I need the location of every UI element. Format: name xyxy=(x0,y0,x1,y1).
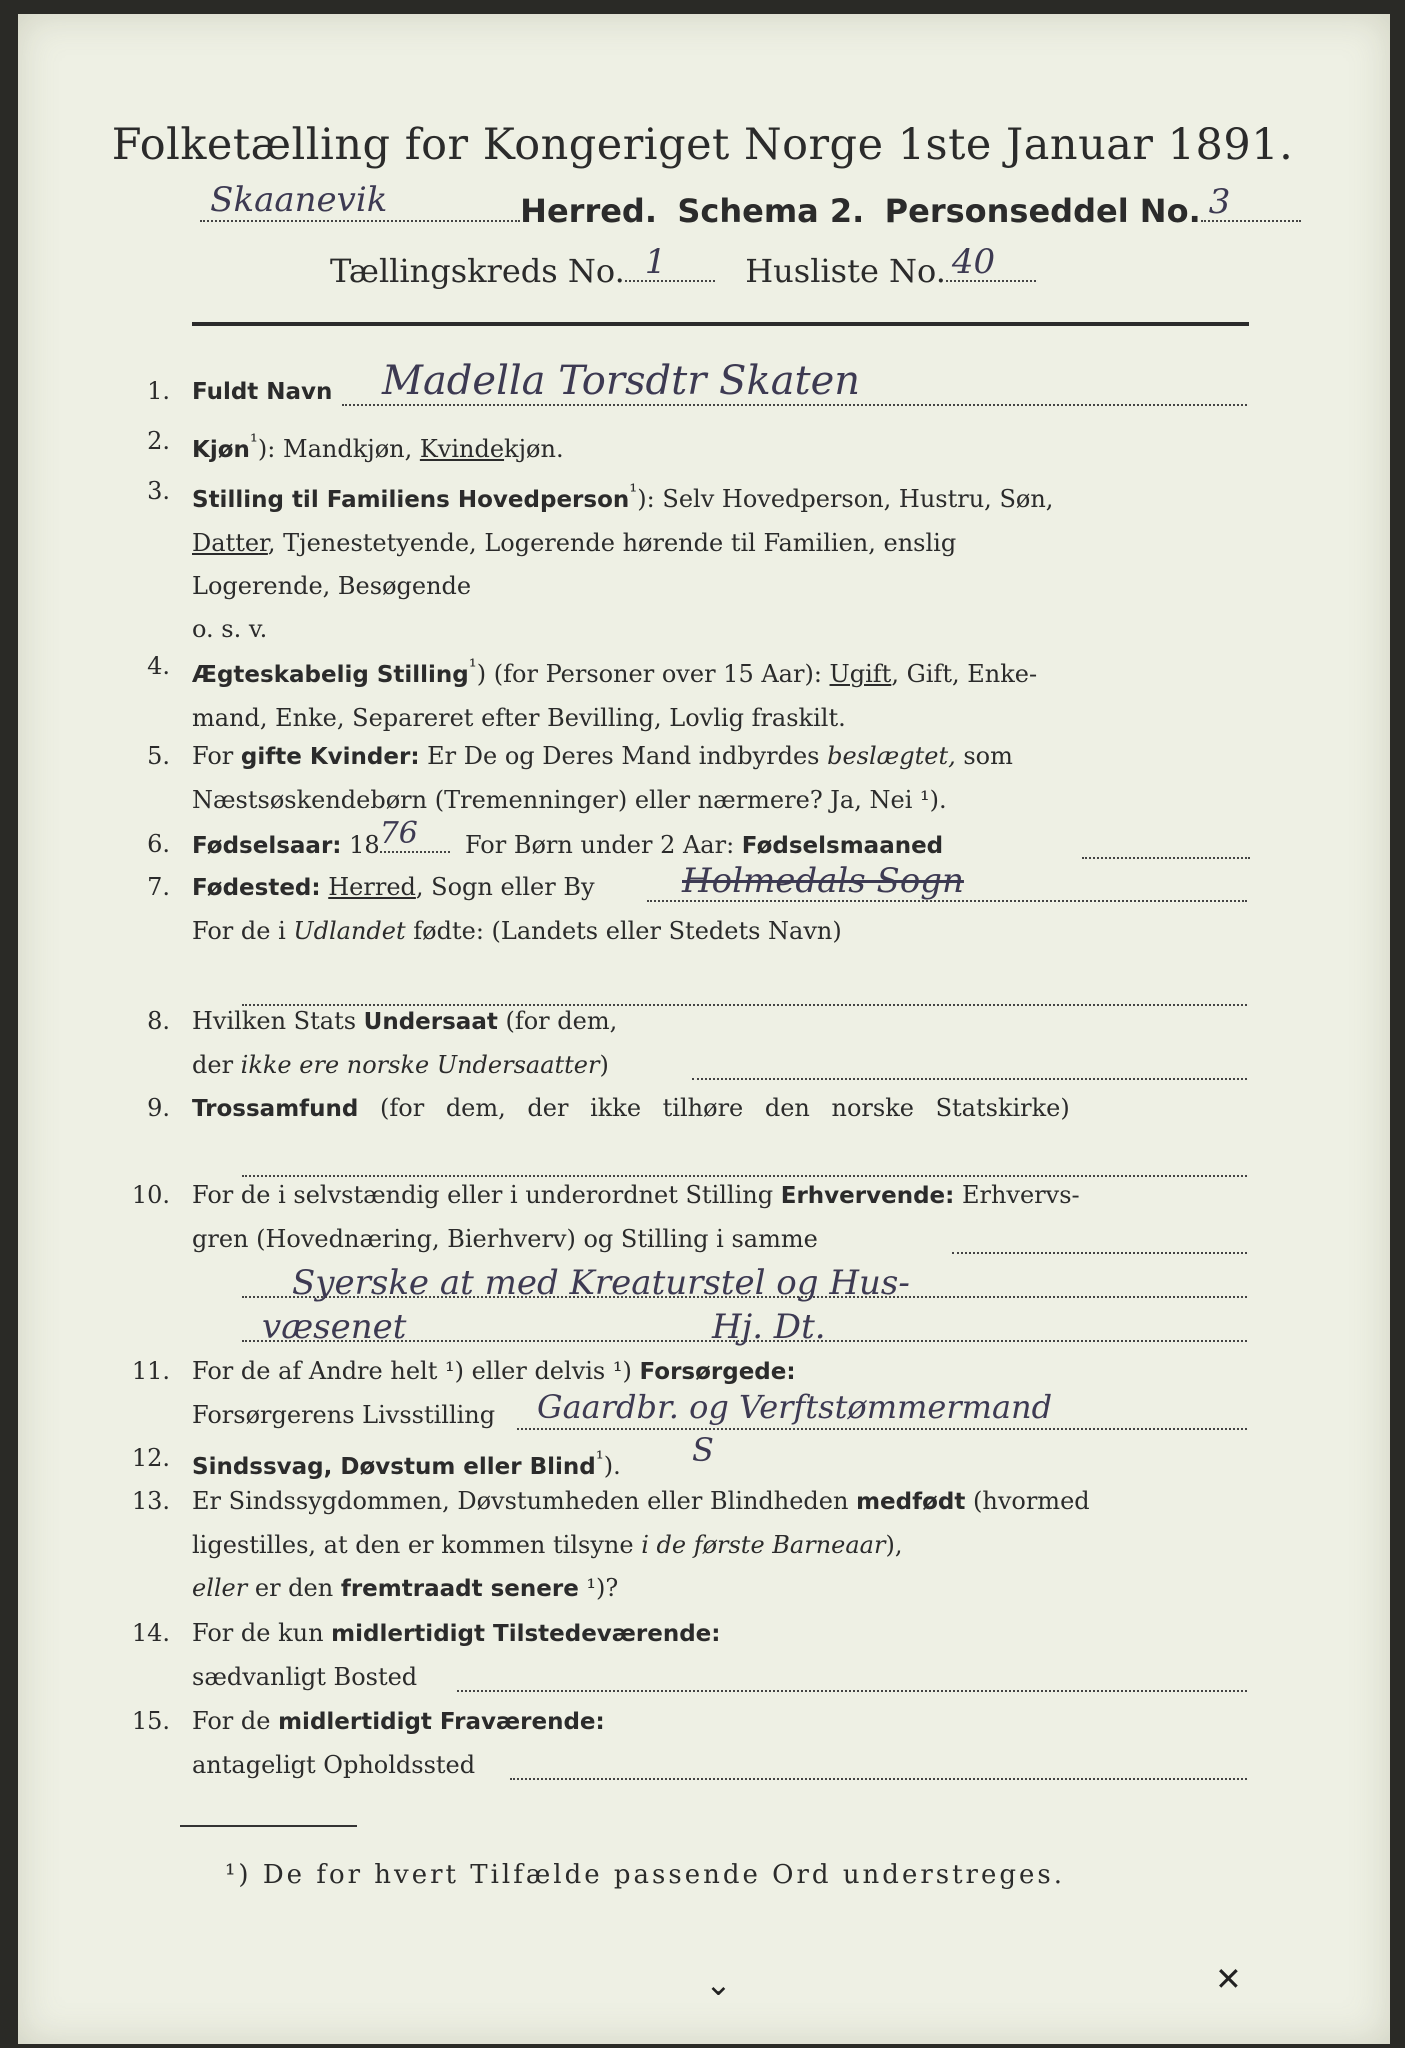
q7-number: 7. xyxy=(147,873,170,901)
q4-number: 4. xyxy=(147,652,170,680)
question-11 xyxy=(131,1350,1252,1437)
q5-line1-c: som xyxy=(955,742,1013,770)
q15-line xyxy=(510,1748,1247,1780)
q13-line3-b: er den xyxy=(247,1574,341,1602)
q7-line2-a: For de i xyxy=(192,917,294,945)
question-15 xyxy=(131,1700,1252,1787)
q4-line1-a: ) (for Personer over 15 Aar): xyxy=(476,660,830,688)
q14-line xyxy=(457,1660,1247,1692)
q4-sup: ¹ xyxy=(468,654,477,678)
question-2 xyxy=(147,420,1252,472)
q14-line2: sædvanligt Bosted xyxy=(192,1663,418,1691)
q12-sup: ¹ xyxy=(595,1446,604,1470)
husliste-number: 40 xyxy=(951,242,996,282)
q7-line2-c: fødte: (Landets eller Stedets Navn) xyxy=(405,917,842,945)
q9-text: (for dem, der ikke tilhøre den norske Statskirke) xyxy=(358,1094,1070,1122)
q5-number: 5. xyxy=(147,742,170,770)
occupation-value-1: Syerske at med Kreaturstel og Hus- xyxy=(292,1263,910,1303)
q8-undersaat: Undersaat xyxy=(363,1009,498,1035)
q12-label: Sindssvag, Døvstum eller Blind xyxy=(192,1454,596,1480)
q13-line1-c: (hvormed xyxy=(965,1487,1090,1515)
q15-number: 15. xyxy=(131,1707,170,1735)
q7-udlandet: Udlandet xyxy=(293,917,406,945)
q10-line-a xyxy=(952,1222,1247,1254)
question-9 xyxy=(147,1087,1252,1131)
question-3 xyxy=(147,470,1252,651)
q13-line2-b: i de første Barneaar xyxy=(641,1531,886,1559)
q3-line1: ): Selv Hovedperson, Hustru, Søn, xyxy=(637,485,1054,513)
q13-line3-d: ¹)? xyxy=(578,1574,619,1602)
q6-middle: For Børn under 2 Aar: xyxy=(464,831,742,859)
footnote-rule xyxy=(180,1825,357,1827)
footnote: ¹) De for hvert Tilfælde passende Ord understreges. xyxy=(225,1860,1066,1890)
q12-number: 12. xyxy=(131,1444,170,1472)
q4-label: Ægteskabelig Stilling xyxy=(192,662,469,688)
kreds-number: 1 xyxy=(644,242,667,282)
schema-label: Schema 2. xyxy=(677,192,865,230)
q2-sup: ¹ xyxy=(249,429,258,453)
q13-fremtraadt: fremtraadt senere xyxy=(340,1576,579,1602)
q7-label: Fødested: xyxy=(192,875,321,901)
q8-line2-c: ) xyxy=(599,1051,609,1079)
q5-beslaegtet: beslægtet, xyxy=(827,742,956,770)
q2-number: 2. xyxy=(147,427,170,455)
question-4 xyxy=(147,645,1252,740)
q9-number: 9. xyxy=(147,1094,170,1122)
q14-number: 14. xyxy=(131,1619,170,1647)
q13-line2-c: ), xyxy=(885,1531,903,1559)
q1-number: 1. xyxy=(147,377,170,405)
q5-line1-a: Er De og Deres Mand indbyrdes xyxy=(419,742,828,770)
q10-line1-a: For de i selvstændig eller i underordnet Stilling xyxy=(192,1181,781,1209)
q4-ugift: Ugift xyxy=(829,660,892,688)
q7-line1-c: , Sogn eller By xyxy=(415,873,595,901)
occupation-value-2: væsenet xyxy=(262,1307,407,1347)
q12-tail: ). xyxy=(603,1452,621,1480)
provider-occupation-value: Gaardbr. og Verftstømmermand xyxy=(537,1388,1053,1426)
q3-line4: o. s. v. xyxy=(192,615,268,643)
kreds-label: Tællingskreds No. xyxy=(330,252,625,290)
question-10 xyxy=(131,1174,1252,1347)
q3-number: 3. xyxy=(147,477,170,505)
q3-datter: Datter xyxy=(192,529,268,557)
q13-medfodt: medfødt xyxy=(856,1489,966,1515)
header-line-kreds xyxy=(330,242,1036,290)
q10-number: 10. xyxy=(131,1181,170,1209)
question-7 xyxy=(147,861,1252,953)
q7-herred: Herred xyxy=(328,873,416,901)
q6-label: Fødselsaar: xyxy=(192,833,342,859)
birthplace-value: Holmedals Sogn xyxy=(682,861,964,901)
corner-mark-right: ✕ xyxy=(1215,1960,1242,1998)
q5-label-a: For xyxy=(192,742,241,770)
corner-mark-center: ⌄ xyxy=(705,1965,732,2003)
q8-number: 8. xyxy=(147,1007,170,1035)
q15-line1-a: For de xyxy=(192,1707,279,1735)
q5-line2: Næstsøskendebørn (Tremenninger) eller nærmere? Ja, Nei ¹). xyxy=(192,786,947,814)
q15-line2: antageligt Opholdssted xyxy=(192,1751,476,1779)
q14-label: midlertidigt Tilstedeværende: xyxy=(331,1621,721,1647)
q13-number: 13. xyxy=(131,1487,170,1515)
q4-line2: mand, Enke, Separeret efter Bevilling, Lovlig fraskilt. xyxy=(192,704,846,732)
q2-kvinde: Kvinde xyxy=(419,435,505,463)
question-5 xyxy=(147,735,1252,822)
q1-label: Fuldt Navn xyxy=(192,379,333,405)
q10-line1-c: Erhvervs- xyxy=(954,1181,1080,1209)
q10-erhvervende: Erhvervende: xyxy=(780,1183,955,1209)
q5-label-b: gifte Kvinder: xyxy=(240,744,420,770)
question-8 xyxy=(147,1000,1252,1087)
q3-line3: Logerende, Besøgende xyxy=(192,572,472,600)
q8-line xyxy=(692,1048,1247,1080)
q2-text-c: kjøn. xyxy=(504,435,564,463)
q9-line xyxy=(242,1145,1247,1177)
form-title: Folketælling for Kongeriget Norge 1ste Januar 1891. xyxy=(111,120,1294,170)
q6-prefix: 18 xyxy=(349,831,380,859)
q11-line2: Forsørgerens Livsstilling xyxy=(192,1401,496,1429)
question-13 xyxy=(131,1480,1252,1611)
q11-number: 11. xyxy=(131,1357,170,1385)
q11-forsorgede: Forsørgede: xyxy=(639,1359,796,1385)
full-name-value: Madella Torsdtr Skaten xyxy=(382,358,861,404)
q8-line2-a: der xyxy=(192,1051,241,1079)
municipality-value: Skaanevik xyxy=(210,180,388,220)
q10-line2: gren (Hovednæring, Bierhverv) og Stilling i samme xyxy=(192,1225,818,1253)
disability-value: S xyxy=(692,1431,714,1469)
question-1 xyxy=(147,358,1252,414)
q8-line1-a: Hvilken Stats xyxy=(192,1007,364,1035)
q6-number: 6. xyxy=(147,830,170,858)
q13-line2-a: ligestilles, at den er kommen tilsyne xyxy=(192,1531,642,1559)
personseddel-number: 3 xyxy=(1208,182,1231,222)
q3-label: Stilling til Familiens Hovedperson xyxy=(192,487,630,513)
q2-label: Kjøn xyxy=(192,437,250,463)
q9-label: Trossamfund xyxy=(192,1096,359,1122)
herred-label: Herred. xyxy=(520,192,657,230)
q2-text-a: ): Mandkjøn, xyxy=(257,435,420,463)
header-line-herred xyxy=(190,180,1301,230)
q8-line2-b: ikke ere norske Undersaatter xyxy=(240,1051,600,1079)
birth-year-value: 76 xyxy=(379,816,418,851)
q13-line1-a: Er Sindssygdommen, Døvstumheden eller Blindheden xyxy=(192,1487,857,1515)
q3-line2: , Tjenestetyende, Logerende hørende til Familien, enslig xyxy=(267,529,957,557)
q11-line1-a: For de af Andre helt ¹) eller delvis ¹) xyxy=(192,1357,640,1385)
q8-line1-c: (for dem, xyxy=(497,1007,618,1035)
q3-sup: ¹ xyxy=(629,479,638,503)
occupation-value-3: Hj. Dt. xyxy=(712,1307,826,1347)
q14-line1-a: For de kun xyxy=(192,1619,332,1647)
q6-label2: Fødselsmaaned xyxy=(741,833,944,859)
question-14 xyxy=(131,1612,1252,1699)
husliste-label: Husliste No. xyxy=(745,252,946,290)
q15-label: midlertidigt Fraværende: xyxy=(278,1709,605,1735)
q6-month-line xyxy=(1082,827,1250,859)
q13-eller: eller xyxy=(192,1574,248,1602)
header-rule xyxy=(192,322,1249,326)
personseddel-label: Personseddel No. xyxy=(884,192,1201,230)
q4-line1-c: , Gift, Enke- xyxy=(891,660,1038,688)
